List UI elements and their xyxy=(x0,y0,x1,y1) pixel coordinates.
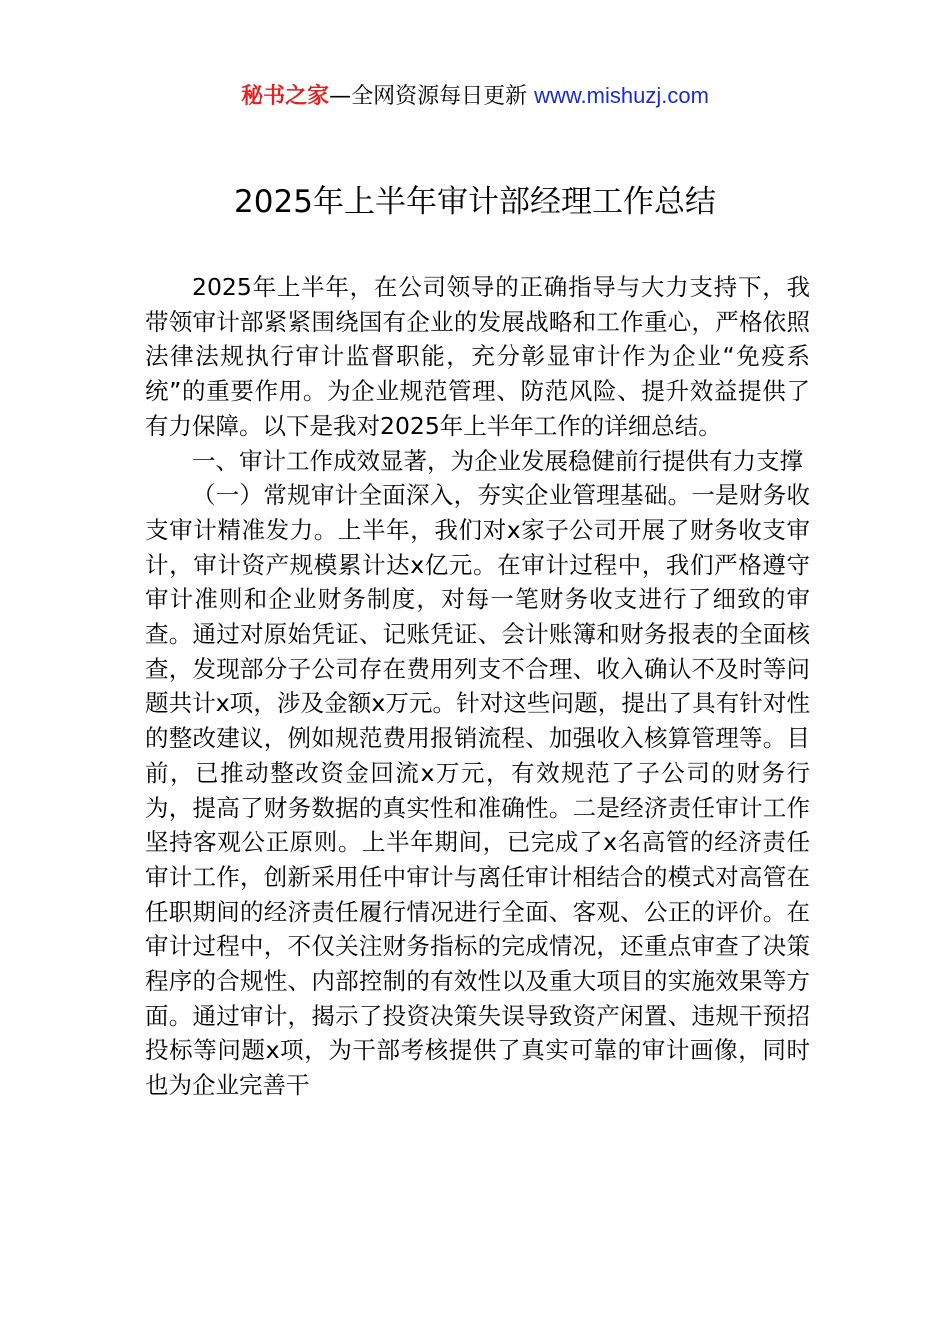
paragraph-intro: 2025年上半年，在公司领导的正确指导与大力支持下，我带领审计部紧紧围绕国有企业的发展战略和工作重心，严格依照法律法规执行审计监督职能，充分彰显审计作为企业“免疫系统”的重要作用。为企业规范管理、防范风险、提升效益提供了有力保障。以下是我对2025年上半年工作的详细总结。 xyxy=(145,273,810,440)
site-tagline: —全网资源每日更新 xyxy=(329,84,528,109)
document-title: 2025年上半年审计部经理工作总结 xyxy=(234,184,716,220)
site-brand: 秘书之家 xyxy=(241,84,330,109)
paragraph-routine-audit: （一）常规审计全面深入，夯实企业管理基础。一是财务收支审计精准发力。上半年，我们对x家子公司开展了财务收支审计，审计资产规模累计达x亿元。在审计过程中，我们严格遵守审计准则和企业财务制度，对每一笔财务收支进行了细致的审查。通过对原始凭证、记账凭证、会计账簿和财务报表的全面核查，发现部分子公司存在费用列支不合理、收入确认不及时等问题共计x项，涉及金额x万元。针对这些问题，提出了具有针对性的整改建议，例如规范费用报销流程、加强收入核算管理等。目前，已推动整改资金回流x万元，有效规范了子公司的财务行为，提高了财务数据的真实性和准确性。二是经济责任审计工作坚持客观公正原则。上半年期间，已完成了x名高管的经济责任审计工作，创新采用任中审计与离任审计相结合的模式对高管在任职期间的经济责任履行情况进行全面、客观、公正的评价。在审计过程中，不仅关注财务指标的完成情况，还重点审查了决策程序的合规性、内部控制的有效性以及重大项目的实施效果等方面。通过审计，揭示了投资决策失误导致资产闲置、违规干预招投标等问题x项，为干部考核提供了真实可靠的审计画像，同时也为企业完善干 xyxy=(145,481,810,1100)
document-body xyxy=(145,270,810,1103)
site-header xyxy=(0,80,950,113)
section-heading-1: 一、审计工作成效显著，为企业发展稳健前行提供有力支撑 xyxy=(192,446,803,475)
site-url-link[interactable]: www.mishuzj.com xyxy=(534,83,709,108)
